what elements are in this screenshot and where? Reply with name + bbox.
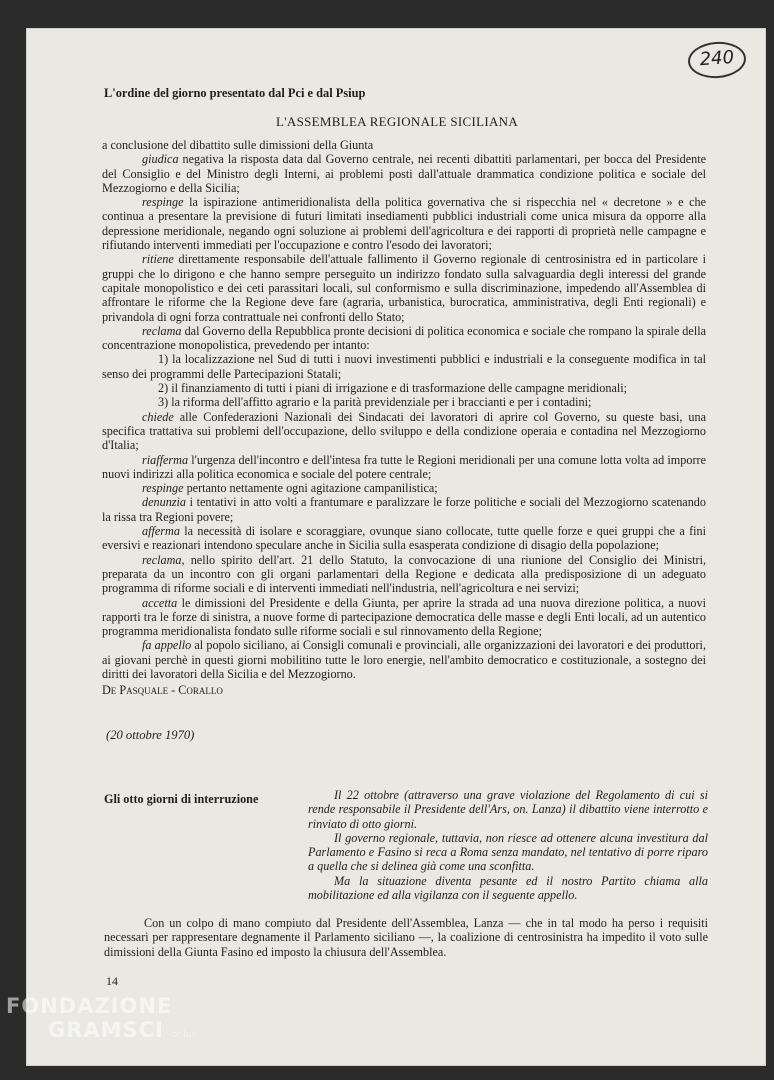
assembly-title: L'ASSEMBLEA REGIONALE SICILIANA: [276, 114, 519, 129]
document-date: (20 ottobre 1970): [106, 728, 195, 742]
clause-verb: reclama: [142, 552, 182, 567]
handwritten-page-number: 240: [687, 40, 747, 80]
clause-verb: afferma: [142, 524, 180, 539]
clause: [102, 495, 706, 524]
interruption-notes: [308, 788, 708, 902]
clause: [102, 410, 706, 453]
final-paragraph: Con un colpo di mano compiuto dal Presidente dell'Assemblea, Lanza — che in tal modo ha perso i requisiti necessari per rappresentare degnamente il Parlamento siciliano —, la coalizione di centrosinistra ha impedito il voto sulle dimissioni della Giunta Fasino ed imposto la chiusura dell'Assemblea.: [104, 916, 708, 959]
clause-verb: ritiene: [142, 252, 174, 267]
clause-verb: giudica: [142, 152, 179, 167]
clause-text: pertanto nettamente ogni agitazione campanilistica;: [183, 481, 438, 496]
clause-text: la necessità di isolare e scoraggiare, ovunque siano collocate, tutte quelle forze e quei gruppi che a fini eversivi e reazionari intendono speculare anche in Sicilia sulla esasperata condizione di disagio della popolazione;: [102, 524, 706, 553]
list-item: 2) il finanziamento di tutti i piani di irrigazione e di trasformazione delle campagne meridionali;: [158, 381, 628, 396]
resolution-body: [102, 138, 706, 698]
watermark-suffix: onlus: [171, 1030, 197, 1040]
clause-verb: accetta: [142, 595, 178, 610]
clause: [102, 524, 706, 553]
clause: [102, 596, 706, 639]
section-heading: L'ordine del giorno presentato dal Pci e dal Psiup: [104, 86, 366, 100]
section-heading-interruption: Gli otto giorni di interruzione: [104, 792, 259, 806]
watermark-logo: [6, 994, 196, 1047]
clause: [102, 195, 706, 252]
clause-text: al popolo siciliano, ai Consigli comunali e provinciali, alle organizzazioni dei lavoratori e dei produttori, ai giovani perchè in questi giorni mobilitino tutte le loro energie, nell'ambito democratico e costituzionale, a sostegno dei diritti dei lavoratori della Sicilia e del Mezzogiorno.: [102, 638, 706, 681]
clause-text: dal Governo della Repubblica pronte decisioni di politica economica e sociale che rompano la spirale della concentrazione monopolistica, prevedendo per intanto:: [102, 323, 706, 353]
watermark-line2: [6, 1018, 196, 1047]
clause: [102, 453, 706, 482]
clause-verb: respinge: [142, 481, 184, 496]
italic-paragraph: Ma la situazione diventa pesante ed il nostro Partito chiama alla mobilitazione ed alla vigilanza con il seguente appello.: [308, 873, 708, 903]
clause-verb: respinge: [142, 195, 184, 210]
clause-text: i tentativi in atto volti a frantumare e paralizzare le forze politiche e sociali del Mezzogiorno scatenando la rissa tra Regioni povere;: [102, 495, 706, 524]
signature: De Pasquale - Corallo: [102, 683, 223, 698]
clause-text: la ispirazione antimeridionalista della politica governativa che si rispecchia nel « decretone » e che continua a presentare la previsione di futuri limitati insediamenti pubblici industriali come unica misura da opporre alla depressione meridionale, negando ogni soluzione ai problemi dell'agricoltura e dei rapporti di proprietà nelle campagne e rifiutando interventi immediati per l'occupazione e contro l'esodo dei lavoratori;: [102, 195, 706, 253]
clause-text: l'urgenza dell'incontro e dell'intesa fra tutte le Regioni meridionali per una comune lotta volta ad imporre nuovi indirizzi alla politica economica e sociale del potere centrale;: [102, 452, 706, 481]
clause-text: , nello spirito dell'art. 21 dello Statuto, la convocazione di una riunione del Consiglio dei Ministri, preparata da un incontro con gli organi parlamentari della Regione e dedicata alla predisposizione di un adeguato programma di riforme sociali e di interventi immediati nell'industria, nell'agricoltura e nei servizi;: [102, 552, 706, 596]
clause: [102, 553, 706, 596]
clause: [102, 152, 706, 195]
clause: [102, 638, 706, 681]
clause-text: negativa la risposta data dal Governo centrale, nei recenti dibattiti parlamentari, per bocca del Presidente del Consiglio e del Ministro degli Interni, ai problemi posti dall'attuale drammatica condizione politica e sociale del Mezzogiorno e della Sicilia;: [102, 152, 706, 195]
clause: [102, 324, 706, 353]
clause: [102, 481, 706, 495]
intro-line: a conclusione del dibattito sulle dimissioni della Giunta: [102, 138, 374, 152]
page-footer-number: 14: [106, 974, 118, 988]
clause-verb: fa appello: [142, 638, 192, 653]
document-page: [26, 28, 766, 1066]
clause-verb: chiede: [142, 409, 174, 424]
clause-text: direttamente responsabile dell'attuale fallimento il Governo regionale di centrosinistra ed in particolare i gruppi che lo dirigono e che hanno sempre perseguito un indirizzo fondato sulla salvaguardia degli interessi del grande capitale monopolistico e dei ceti parassitari locali, sul conformismo e sulla discriminazione, impedendo all'Assemblea di affrontare le riforme che la Regione deve fare (agraria, urbanistica, burocratica, amministrativa, degli Enti regionali) e privandola di ogni forza contrattuale nei confronti dello Stato;: [102, 252, 706, 324]
clause-verb: riafferma: [142, 452, 189, 467]
clause-text: alle Confederazioni Nazionali dei Sindacati dei lavoratori di aprire col Governo, su queste basi, una specifica trattativa sui problemi dell'occupazione, dello sviluppo e della condizione operaia e contadina nel Mezzogiorno d'Italia;: [102, 409, 706, 453]
italic-paragraph: Il governo regionale, tuttavia, non riesce ad ottenere alcuna investitura dal Parlamento e Fasino si reca a Roma senza mandato, nel tentativo di porre riparo a quella che si delinea già come una sconfitta.: [308, 830, 708, 874]
clause-verb: denunzia: [142, 495, 187, 510]
clause: [102, 252, 706, 323]
watermark-line1: FONDAZIONE: [6, 994, 173, 1018]
list-item: 3) la riforma dell'affitto agrario e la parità previdenziale per i braccianti e per i contadini;: [158, 395, 592, 410]
list-item: 1) la localizzazione nel Sud di tutti i nuovi investimenti pubblici e industriali e la conseguente modifica in tal senso dei programmi delle Partecipazioni Statali;: [102, 352, 706, 381]
watermark-line2-text: GRAMSCI: [48, 1018, 164, 1042]
clause-text: le dimissioni del Presidente e della Giunta, per aprire la strada ad una nuova direzione politica, a nuovi rapporti tra le forze di sinistra, a nuove forme di partecipazione democratica delle masse e degli Enti locali, ad un autentico programma meridionalista fondato sulle riforme sociali e sul rinnovamento della Regione;: [102, 595, 706, 639]
italic-paragraph: Il 22 ottobre (attraverso una grave violazione del Regolamento di cui si rende responsabile il Presidente dell'Ars, on. Lanza) il dibattito viene interrotto e rinviato di otto giorni.: [308, 788, 708, 831]
clause-verb: reclama: [142, 323, 182, 338]
